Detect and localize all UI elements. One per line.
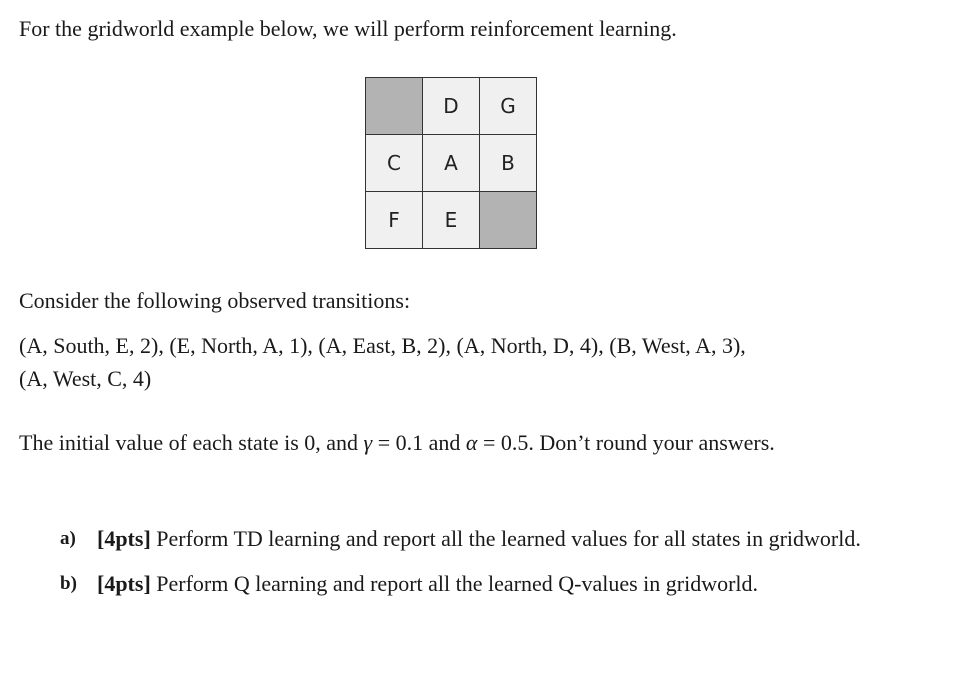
transitions-line-1: (A, South, E, 2), (E, North, A, 1), (A, East, B, 2), (A, North, D, 4), (B, West, A, 3),: [19, 333, 746, 358]
question-label: a): [60, 528, 76, 549]
intro-text: For the gridworld example below, we will perform reinforcement learning.: [19, 16, 677, 41]
question-body: [97, 522, 920, 555]
question-list: [60, 522, 920, 612]
grid-cell-g: G: [480, 78, 537, 135]
grid-cell-f: F: [366, 192, 423, 249]
initial-values-paragraph: [19, 426, 919, 459]
question-b: [60, 567, 920, 600]
alpha-value: = 0.5. Don’t round your answers.: [477, 430, 775, 455]
transitions-line-2: (A, West, C, 4): [19, 366, 152, 391]
transitions-intro: Consider the following observed transitions:: [19, 288, 411, 313]
grid-cell-wall: [366, 78, 423, 135]
grid-cell-c: C: [366, 135, 423, 192]
question-text: Perform Q learning and report all the learned Q-values in gridworld.: [150, 571, 759, 596]
question-a: [60, 522, 920, 555]
question-points: [4pts]: [97, 526, 151, 551]
question-text: Perform TD learning and report all the learned values for all states in gridworld.: [150, 526, 861, 551]
alpha-symbol: α: [465, 430, 478, 455]
initial-text-before: The initial value of each state is 0, and: [19, 430, 364, 455]
gridworld: [365, 77, 537, 249]
grid-cell-d: D: [423, 78, 480, 135]
gamma-value: = 0.1 and: [372, 430, 466, 455]
transitions-list: [19, 329, 919, 395]
grid-cell-b: B: [480, 135, 537, 192]
question-body: [97, 567, 920, 600]
grid-cell-e: E: [423, 192, 480, 249]
cropped-header-fragment: [92, 0, 222, 3]
gamma-symbol: γ: [363, 430, 373, 455]
grid-cell-wall: [480, 192, 537, 249]
question-points: [4pts]: [97, 571, 151, 596]
grid-cell-a: A: [423, 135, 480, 192]
question-label: b): [60, 573, 77, 594]
